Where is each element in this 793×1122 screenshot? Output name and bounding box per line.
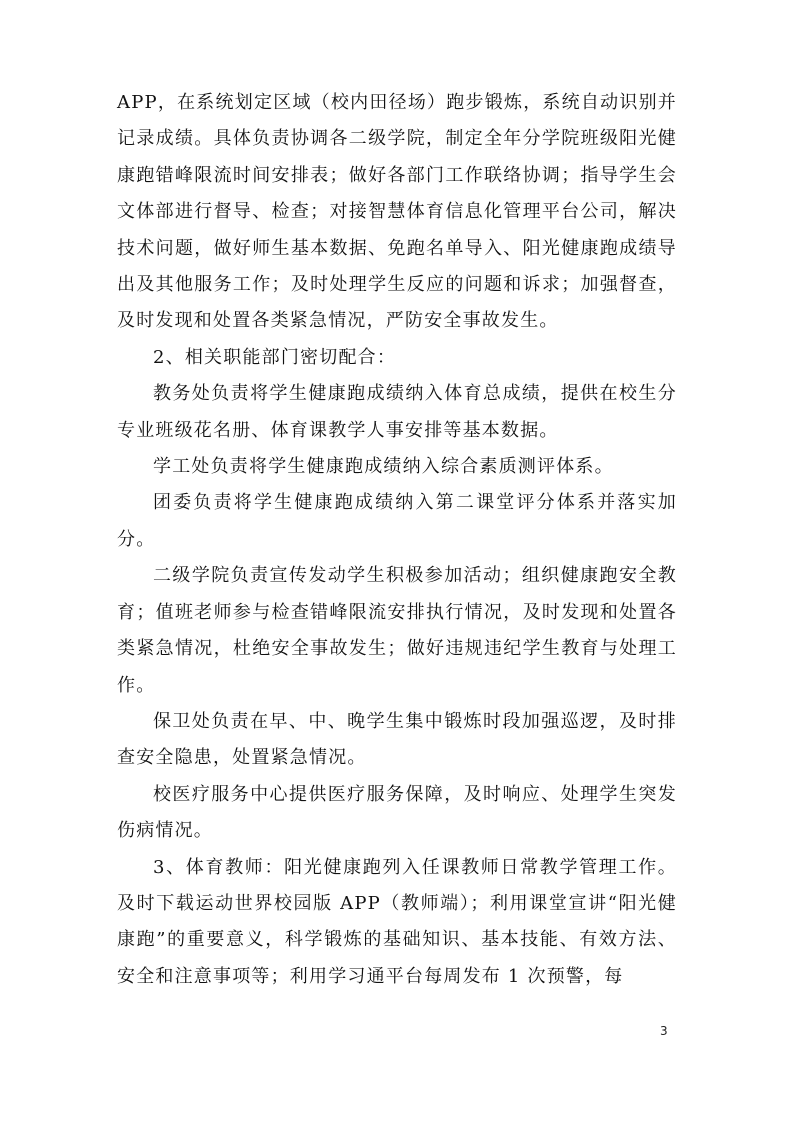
section-heading-2: 2、相关职能部门密切配合：: [153, 346, 397, 368]
paragraph-medical-center: 校医疗服务中心提供医疗服务保障，及时响应、处理学生突发伤病情况。: [117, 783, 677, 842]
paragraph-continuation: APP，在系统划定区域（校内田径场）跑步锻炼，系统自动识别并记录成绩。具体负责协调各二级学院，制定全年分学院班级阳光健康跑错峰限流时间安排表；做好各部门工作联络协调；指导学生会文体部进行督导、检查；对接智慧体育信息化管理平台公司，解决技术问题，做好师生基本数据、免跑名单导入、阳光健康跑成绩导出及其他服务工作；及时处理学生反应的问题和诉求；加强督查，及时发现和处置各类紧急情况，严防安全事故发生。: [117, 92, 677, 332]
paragraph-student-affairs: 学工处负责将学生健康跑成绩纳入综合素质测评体系。: [153, 456, 614, 478]
paragraph-secondary-colleges: 二级学院负责宣传发动学生积极参加活动；组织健康跑安全教育；值班老师参与检查错峰限流安排执行情况，及时发现和处置各类紧急情况，杜绝安全事故发生；做好违规违纪学生教育与处理工作。: [117, 565, 677, 696]
paragraph-youth-league: 团委负责将学生健康跑成绩纳入第二课堂评分体系并落实加分。: [117, 492, 677, 550]
paragraph-academic-affairs: 教务处负责将学生健康跑成绩纳入体育总成绩，提供在校生分专业班级花名册、体育课教学人事安排等基本数据。: [117, 383, 677, 441]
document-body: [117, 85, 677, 995]
paragraph-security-office: 保卫处负责在早、中、晚学生集中锻炼时段加强巡逻，及时排查安全隐患，处置紧急情况。: [117, 710, 677, 769]
page-number: 3: [660, 1024, 668, 1038]
section-heading-3-pe-teachers: 3、体育教师：阳光健康跑列入任课教师日常教学管理工作。及时下载运动世界校园版 APP（教师端）；利用课堂宣讲“阳光健康跑”的重要意义，科学锻炼的基础知识、基本技能、有效方法、安全和注意事项等；利用学习通平台每周发布 1 次预警，每: [117, 856, 677, 987]
